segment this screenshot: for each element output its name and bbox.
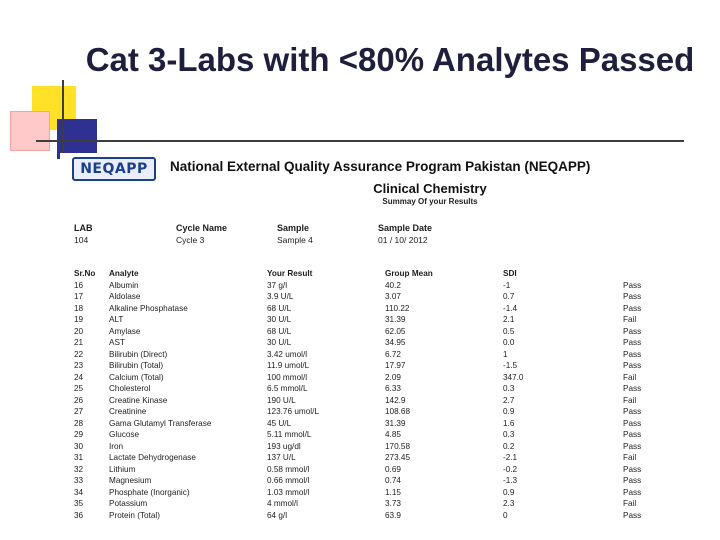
table-cell: 0.9 — [503, 487, 515, 497]
table-cell: 27 — [74, 407, 84, 416]
table-row — [74, 314, 683, 326]
table-cell: 16 — [74, 280, 84, 290]
info-header-cycle: Cycle Name — [176, 223, 228, 233]
table-cell: 6.72 — [385, 349, 401, 359]
table-cell: 29 — [74, 430, 84, 439]
table-cell: 24 — [74, 372, 84, 382]
table-cell: Cholesterol — [109, 384, 151, 393]
table-cell: 32 — [74, 464, 84, 474]
table-row — [74, 452, 683, 464]
table-cell: -1.3 — [503, 476, 518, 485]
table-cell: 193 ug/dl — [267, 441, 301, 451]
table-cell: 22 — [74, 349, 84, 359]
table-cell: Pass — [623, 418, 642, 428]
table-cell: -0.2 — [503, 464, 518, 474]
table-cell: 170.58 — [385, 441, 411, 451]
table-cell: Calcium (Total) — [109, 372, 164, 382]
results-table — [74, 268, 683, 521]
table-cell: Pass — [623, 476, 642, 485]
table-cell: 68 U/L — [267, 303, 292, 313]
table-cell: 1.15 — [385, 487, 401, 497]
table-cell: 0.74 — [385, 476, 401, 485]
table-cell: 347.0 — [503, 372, 524, 382]
table-cell: 30 U/L — [267, 338, 292, 347]
table-cell: 34 — [74, 487, 84, 497]
table-cell: 1 — [503, 349, 508, 359]
table-cell: 0.5 — [503, 326, 515, 336]
table-cell: Fail — [623, 315, 637, 324]
table-cell: Fail — [623, 395, 637, 405]
table-cell: Potassium — [109, 499, 148, 508]
info-header-sample: Sample — [277, 223, 310, 233]
info-value-cycle: Cycle 3 — [176, 235, 205, 245]
table-cell: 31.39 — [385, 418, 406, 428]
column-header: Group Mean — [385, 269, 433, 278]
table-cell: Aldolase — [109, 292, 141, 301]
table-cell: -1.4 — [503, 303, 518, 313]
table-row — [74, 326, 683, 338]
table-cell: 4 mmol/l — [267, 499, 298, 508]
table-cell: Iron — [109, 441, 124, 451]
table-cell: 6.5 mmol/L — [267, 384, 308, 393]
table-cell: Creatine Kinase — [109, 395, 168, 405]
table-cell: Pass — [623, 292, 642, 301]
info-header-date: Sample Date — [378, 223, 433, 233]
slide-title: Cat 3-Labs with <80% Analytes Passed — [85, 41, 695, 78]
table-row — [74, 291, 683, 303]
table-cell: 37 g/l — [267, 280, 288, 290]
table-row — [74, 487, 683, 499]
table-cell: 0.3 — [503, 430, 515, 439]
table-cell: ALT — [109, 315, 124, 324]
table-cell: 26 — [74, 395, 84, 405]
table-cell: 0.0 — [503, 338, 515, 347]
table-cell: Bilirubin (Total) — [109, 361, 164, 370]
table-cell: Amylase — [109, 326, 141, 336]
table-cell: 0.66 mmol/l — [267, 476, 310, 485]
table-cell: Pass — [623, 407, 642, 416]
table-row — [74, 372, 683, 384]
table-cell: 63.9 — [385, 510, 401, 520]
organization-name: National External Quality Assurance Program Pakistan (NEQAPP) — [170, 159, 591, 174]
table-cell: Pass — [623, 487, 642, 497]
table-cell: Magnesium — [109, 476, 152, 485]
table-cell: 108.68 — [385, 407, 411, 416]
table-cell: 28 — [74, 418, 84, 428]
table-cell: Pass — [623, 510, 642, 520]
info-value-date: 01 / 10/ 2012 — [378, 235, 428, 245]
table-cell: 0.58 mmol/l — [267, 464, 310, 474]
table-cell: 30 U/L — [267, 315, 292, 324]
table-cell: Pass — [623, 349, 642, 359]
table-cell: 31.39 — [385, 315, 406, 324]
table-cell: Lactate Dehydrogenase — [109, 453, 196, 462]
table-cell: 64 g/l — [267, 510, 288, 520]
table-cell: 3.9 U/L — [267, 292, 294, 301]
info-value-lab: 104 — [74, 235, 89, 245]
table-row — [74, 360, 683, 372]
table-row — [74, 349, 683, 361]
table-cell: -1.5 — [503, 361, 518, 370]
table-cell: 34.95 — [385, 338, 406, 347]
table-cell: Pass — [623, 361, 642, 370]
table-cell: 31 — [74, 453, 84, 462]
table-cell: Fail — [623, 453, 637, 462]
table-cell: 6.33 — [385, 384, 401, 393]
table-cell: Pass — [623, 384, 642, 393]
table-cell: 3.07 — [385, 292, 401, 301]
table-cell: -2.1 — [503, 453, 518, 462]
table-row — [74, 395, 683, 407]
decor-horizontal-line — [36, 140, 684, 142]
table-cell: 11.9 umol/L — [267, 361, 310, 370]
table-cell: 20 — [74, 326, 84, 336]
table-cell: Phosphate (Inorganic) — [109, 487, 190, 497]
report-subtitle: Summay Of your Results — [382, 197, 478, 206]
table-cell: 25 — [74, 384, 84, 393]
table-row — [74, 510, 683, 522]
table-cell: 0.2 — [503, 441, 515, 451]
table-cell: 18 — [74, 303, 84, 313]
table-row — [74, 464, 683, 476]
column-header: Analyte — [109, 269, 139, 278]
table-header-row — [74, 268, 683, 280]
decor-pink-square — [10, 111, 50, 151]
table-cell: 2.1 — [503, 315, 515, 324]
table-row — [74, 406, 683, 418]
table-cell: 0.69 — [385, 464, 401, 474]
table-row — [74, 441, 683, 453]
table-row — [74, 475, 683, 487]
report-image — [60, 153, 689, 522]
table-cell: AST — [109, 338, 125, 347]
table-cell: Lithium — [109, 464, 136, 474]
table-row — [74, 498, 683, 510]
table-row — [74, 418, 683, 430]
table-cell: 36 — [74, 510, 84, 520]
table-cell: 21 — [74, 338, 84, 347]
neqapp-logo: NEQAPP — [72, 157, 156, 181]
table-cell: 23 — [74, 361, 84, 370]
table-cell: 2.3 — [503, 499, 515, 508]
table-cell: 100 mmol/l — [267, 372, 308, 382]
table-cell: Albumin — [109, 280, 139, 290]
table-cell: Fail — [623, 499, 637, 508]
table-row — [74, 383, 683, 395]
table-cell: 2.7 — [503, 395, 515, 405]
table-cell: 0.7 — [503, 292, 515, 301]
table-cell: 0.3 — [503, 384, 515, 393]
table-cell: 17 — [74, 292, 84, 301]
table-cell: 17.97 — [385, 361, 406, 370]
table-cell: 0 — [503, 510, 508, 520]
table-cell: 35 — [74, 499, 84, 508]
table-cell: Pass — [623, 338, 642, 347]
table-cell: Pass — [623, 280, 642, 290]
column-header: SDI — [503, 269, 517, 278]
table-cell: -1 — [503, 280, 511, 290]
table-cell: Pass — [623, 430, 642, 439]
table-cell: 62.05 — [385, 326, 406, 336]
table-cell: 142.9 — [385, 395, 406, 405]
table-cell: 123.76 umol/L — [267, 407, 319, 416]
table-cell: 137 U/L — [267, 453, 296, 462]
table-cell: Pass — [623, 441, 642, 451]
table-cell: Pass — [623, 326, 642, 336]
table-cell: Gama Glutamyl Transferase — [109, 418, 212, 428]
table-cell: 110.22 — [385, 303, 410, 313]
table-cell: Alkaline Phosphatase — [109, 303, 188, 313]
table-cell: 30 — [74, 441, 84, 451]
table-cell: 45 U/L — [267, 418, 292, 428]
table-cell: Creatinine — [109, 407, 147, 416]
table-cell: Fail — [623, 372, 637, 382]
table-cell: Bilirubin (Direct) — [109, 349, 168, 359]
table-row — [74, 337, 683, 349]
table-cell: 40.2 — [385, 280, 401, 290]
table-cell: 68 U/L — [267, 326, 292, 336]
table-cell: 33 — [74, 476, 84, 485]
table-row — [74, 303, 683, 315]
table-cell: 19 — [74, 315, 84, 324]
table-row — [74, 280, 683, 292]
info-value-sample: Sample 4 — [277, 235, 313, 245]
table-cell: 1.03 mmol/l — [267, 487, 310, 497]
table-cell: 4.85 — [385, 430, 401, 439]
column-header: Your Result — [267, 269, 313, 278]
table-cell: Pass — [623, 303, 642, 313]
table-cell: 273.45 — [385, 453, 411, 462]
table-cell: 1.6 — [503, 418, 515, 428]
table-cell: 190 U/L — [267, 395, 296, 405]
table-cell: 2.09 — [385, 372, 401, 382]
column-header: Sr.No — [74, 269, 96, 278]
table-cell: 0.9 — [503, 407, 515, 416]
table-cell: Protein (Total) — [109, 510, 160, 520]
table-cell: 3.42 umol/l — [267, 349, 308, 359]
table-cell: Glucose — [109, 430, 140, 439]
table-row — [74, 429, 683, 441]
info-header-lab: LAB — [74, 223, 93, 233]
table-cell: 5.11 mmol/L — [267, 430, 312, 439]
table-cell: 3.73 — [385, 499, 401, 508]
column-header — [623, 268, 683, 280]
section-title: Clinical Chemistry — [373, 181, 487, 196]
table-cell: Pass — [623, 464, 642, 474]
